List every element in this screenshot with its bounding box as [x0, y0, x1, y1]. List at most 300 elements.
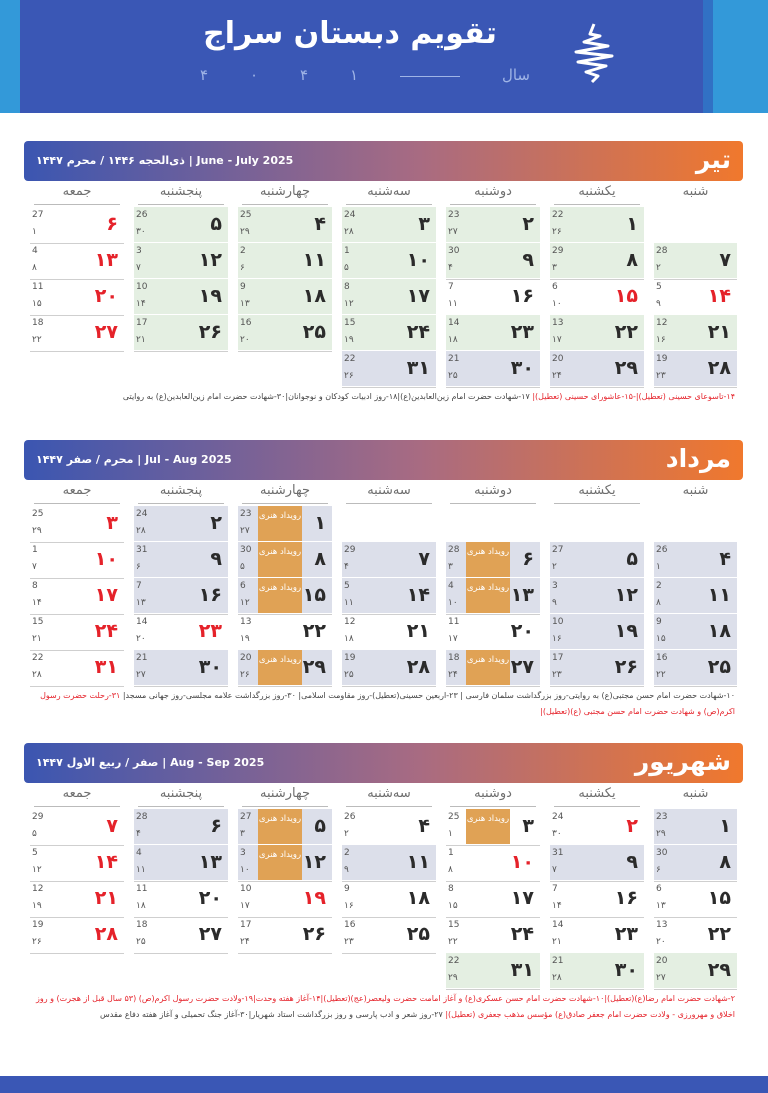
day-cell[interactable]: [654, 953, 737, 988]
day-number: ۱۴: [707, 285, 731, 307]
day-number: ۲۷: [94, 321, 118, 343]
day-cell[interactable]: [550, 279, 644, 314]
day-cell[interactable]: [30, 881, 124, 916]
day-number: ۷: [106, 815, 118, 837]
day-cell[interactable]: [654, 279, 737, 314]
hijri-day: ۱۶: [344, 901, 354, 911]
gregorian-day: 3: [136, 246, 142, 256]
gregorian-day: 12: [656, 318, 668, 328]
day-cell[interactable]: [446, 917, 540, 952]
day-number: ۲۶: [198, 321, 222, 343]
hijri-day: ۲۷: [656, 973, 666, 983]
day-cell[interactable]: [238, 578, 332, 613]
day-number: ۲۸: [707, 357, 731, 379]
day-cell[interactable]: [342, 351, 436, 386]
day-number: ۲۶: [302, 923, 326, 945]
day-number: ۱۶: [614, 887, 638, 909]
day-number: ۲۵: [406, 923, 430, 945]
day-cell[interactable]: [654, 315, 737, 350]
hijri-day: ۱۶: [552, 634, 562, 644]
hijri-day: ۲۳: [552, 670, 562, 680]
gregorian-day: 5: [32, 848, 38, 858]
hijri-day: ۱۱: [344, 598, 354, 608]
gregorian-day: 18: [32, 318, 44, 328]
year-label: سال: [501, 66, 530, 84]
day-number: ۲۳: [614, 923, 638, 945]
day-number: ۲۰: [198, 887, 222, 909]
day-cell[interactable]: [238, 207, 332, 242]
day-cell[interactable]: [550, 881, 644, 916]
gregorian-day: 24: [552, 812, 564, 822]
day-cell[interactable]: [654, 917, 737, 952]
hijri-day: ۲۵: [136, 937, 146, 947]
month-section: [24, 141, 743, 405]
day-cell[interactable]: [550, 578, 644, 613]
day-cell[interactable]: [30, 542, 124, 577]
day-cell[interactable]: [446, 953, 540, 988]
day-cell[interactable]: [550, 542, 644, 577]
day-cell[interactable]: [550, 207, 644, 242]
weekday-label: یکشنبه: [578, 483, 616, 498]
day-cell[interactable]: [134, 506, 228, 541]
day-cell[interactable]: [30, 614, 124, 649]
day-cell[interactable]: [134, 809, 228, 844]
day-number: ۹: [522, 249, 534, 271]
day-cell[interactable]: [342, 614, 436, 649]
day-cell[interactable]: [238, 279, 332, 314]
gregorian-day: 18: [448, 653, 460, 663]
day-cell[interactable]: [30, 809, 124, 844]
day-number: ۱: [626, 213, 638, 235]
hijri-day: ۲۸: [136, 526, 146, 536]
hijri-day: ۲۸: [552, 973, 562, 983]
gregorian-day: 1: [344, 246, 350, 256]
day-cell[interactable]: [134, 614, 228, 649]
gregorian-day: 14: [448, 318, 460, 328]
holiday-note: ۱۷-شهادت حضرت امام زین‌العابدین(ع)|۱۸-روز ادبیات کودکان و نوجوانان|۳۰-شهادت حضرت امام زین‌العابدین(ع) به روایتی: [122, 392, 530, 401]
gregorian-day: 10: [136, 282, 148, 292]
hijri-day: ۱۹: [240, 634, 250, 644]
day-cell[interactable]: [134, 650, 228, 685]
hijri-day: ۲۹: [240, 227, 250, 237]
day-number: ۱۱: [406, 851, 430, 873]
gregorian-day: 27: [32, 210, 44, 220]
gregorian-day: 2: [240, 246, 246, 256]
hijri-day: ۲۵: [448, 371, 458, 381]
day-cell[interactable]: [446, 315, 540, 350]
hijri-day: ۵: [344, 263, 349, 273]
gregorian-day: 30: [240, 545, 252, 555]
day-cell[interactable]: [30, 845, 124, 880]
header-stripe-left: [0, 0, 20, 113]
day-cell[interactable]: [550, 315, 644, 350]
day-cell[interactable]: [550, 953, 644, 988]
gregorian-day: 24: [344, 210, 356, 220]
day-cell[interactable]: [238, 809, 332, 844]
hijri-day: ۱۶: [656, 335, 666, 345]
day-number: ۲۲: [302, 620, 326, 642]
day-cell[interactable]: [342, 845, 436, 880]
day-cell[interactable]: [238, 845, 332, 880]
day-cell[interactable]: [342, 917, 436, 952]
gregorian-day: 4: [32, 246, 38, 256]
hijri-day: ۲۱: [136, 335, 146, 345]
day-number: ۱۸: [302, 285, 326, 307]
day-cell[interactable]: [342, 207, 436, 242]
hijri-day: ۱۷: [448, 634, 458, 644]
day-cell[interactable]: [30, 506, 124, 541]
gregorian-day: 2: [656, 581, 662, 591]
school-logo-icon: [568, 22, 616, 84]
day-number: ۲۹: [707, 959, 731, 981]
hijri-day: ۱۲: [344, 299, 354, 309]
day-number: ۱۳: [94, 249, 118, 271]
hijri-day: ۲: [552, 562, 557, 572]
day-cell[interactable]: [654, 809, 737, 844]
gregorian-day: 12: [344, 617, 356, 627]
gregorian-day: 21: [448, 354, 460, 364]
art-event-badge: رویداد هنری: [258, 650, 302, 685]
hijri-day: ۲۳: [344, 937, 354, 947]
month-band: [24, 440, 743, 480]
hijri-day: ۷: [32, 562, 37, 572]
day-number: ۲۱: [94, 887, 118, 909]
hijri-day: ۹: [656, 299, 661, 309]
art-event-badge: رویداد هنری: [466, 809, 510, 844]
weekday-label: چهارشنبه: [260, 786, 310, 801]
hijri-day: ۱۴: [136, 299, 146, 309]
day-cell[interactable]: [30, 279, 124, 314]
gregorian-day: 22: [448, 956, 460, 966]
gregorian-day: 4: [448, 581, 454, 591]
day-cell[interactable]: [238, 506, 332, 541]
day-number: ۳۰: [614, 959, 638, 981]
hijri-day: ۱۱: [136, 865, 146, 875]
day-cell[interactable]: [342, 243, 436, 278]
gregorian-day: 19: [32, 920, 44, 930]
day-number: ۱۵: [302, 584, 326, 606]
art-event-badge: رویداد هنری: [258, 845, 302, 880]
day-cell[interactable]: [654, 542, 737, 577]
art-event-badge: رویداد هنری: [258, 506, 302, 541]
weekday-label: دوشنبه: [474, 184, 512, 199]
year-digit: ۴: [300, 66, 309, 84]
gregorian-day: 21: [136, 653, 148, 663]
day-cell[interactable]: [550, 845, 644, 880]
day-cell[interactable]: [134, 279, 228, 314]
gregorian-day: 8: [344, 282, 350, 292]
day-number: ۲۲: [614, 321, 638, 343]
day-cell[interactable]: [30, 578, 124, 613]
hijri-day: ۲۲: [448, 937, 458, 947]
gregorian-day: 18: [136, 920, 148, 930]
gregorian-day: 31: [136, 545, 148, 555]
hijri-day: ۶: [136, 562, 141, 572]
month-info: محرم / صفر ۱۴۴۷ | Jul - Aug 2025: [36, 453, 232, 466]
hijri-day: ۲۴: [552, 371, 562, 381]
day-number: ۱۸: [406, 887, 430, 909]
day-number: ۱۷: [510, 887, 534, 909]
day-cell[interactable]: [342, 578, 436, 613]
day-cell[interactable]: [238, 315, 332, 350]
day-number: ۱۰: [510, 851, 534, 873]
gregorian-day: 7: [448, 282, 454, 292]
gregorian-day: 25: [240, 210, 252, 220]
year-digit: ۱: [350, 66, 359, 84]
gregorian-day: 20: [656, 956, 668, 966]
day-number: ۱: [719, 815, 731, 837]
day-number: ۹: [626, 851, 638, 873]
day-cell[interactable]: [654, 614, 737, 649]
day-number: ۲۴: [94, 620, 118, 642]
day-cell[interactable]: [342, 279, 436, 314]
gregorian-day: 9: [656, 617, 662, 627]
day-cell[interactable]: [342, 650, 436, 685]
weekday-label: یکشنبه: [578, 786, 616, 801]
gregorian-day: 2: [344, 848, 350, 858]
day-cell[interactable]: [446, 845, 540, 880]
hijri-day: ۱: [32, 227, 37, 237]
hijri-day: ۱۳: [136, 598, 146, 608]
hijri-day: ۱۹: [32, 901, 42, 911]
day-cell[interactable]: [30, 207, 124, 242]
gregorian-day: 20: [240, 653, 252, 663]
gregorian-day: 20: [552, 354, 564, 364]
day-number: ۱۳: [198, 851, 222, 873]
day-cell[interactable]: [550, 614, 644, 649]
day-cell[interactable]: [446, 243, 540, 278]
day-number: ۸: [719, 851, 731, 873]
holiday-note: ۲۷-روز شعر و ادب پارسی و روز بزرگداشت استاد شهریار|۳۰-آغاز جنگ تحمیلی و آغاز هفته دفاع مقدس: [99, 1010, 443, 1019]
day-cell[interactable]: [446, 650, 540, 685]
day-cell[interactable]: [446, 881, 540, 916]
weekday-label: جمعه: [62, 184, 92, 199]
day-number: ۱: [314, 512, 326, 534]
day-cell[interactable]: [446, 809, 540, 844]
day-number: ۶: [210, 815, 222, 837]
hijri-day: ۱۸: [448, 335, 458, 345]
day-number: ۱۷: [406, 285, 430, 307]
year-dash: [400, 76, 460, 77]
gregorian-day: 7: [136, 581, 142, 591]
month-name: مرداد: [665, 444, 731, 473]
hijri-day: ۱۷: [240, 901, 250, 911]
hijri-day: ۲۴: [448, 670, 458, 680]
hijri-day: ۱۳: [656, 901, 666, 911]
month-info: ذی‌الحجه ۱۴۴۶ / محرم ۱۴۴۷ | June - July 2025: [36, 154, 294, 167]
art-event-badge: رویداد هنری: [466, 650, 510, 685]
day-cell[interactable]: [134, 845, 228, 880]
weekday-label: جمعه: [62, 786, 92, 801]
weekday-label: شنبه: [682, 184, 709, 199]
day-cell[interactable]: [446, 279, 540, 314]
day-cell[interactable]: [446, 351, 540, 386]
gregorian-day: 28: [448, 545, 460, 555]
day-cell[interactable]: [30, 917, 124, 952]
day-cell[interactable]: [342, 809, 436, 844]
day-cell[interactable]: [30, 243, 124, 278]
hijri-day: ۲۲: [656, 670, 666, 680]
day-cell[interactable]: [134, 881, 228, 916]
day-number: ۱۹: [302, 887, 326, 909]
hijri-day: ۱۲: [240, 598, 250, 608]
hijri-day: ۷: [552, 865, 557, 875]
day-cell[interactable]: [238, 881, 332, 916]
day-cell[interactable]: [550, 243, 644, 278]
gregorian-day: 15: [448, 920, 460, 930]
gregorian-day: 6: [656, 884, 662, 894]
day-cell[interactable]: [654, 881, 737, 916]
day-cell[interactable]: [446, 207, 540, 242]
gregorian-day: 26: [136, 210, 148, 220]
day-cell[interactable]: [550, 809, 644, 844]
day-number: ۲۹: [614, 357, 638, 379]
hijri-day: ۱۰: [552, 299, 562, 309]
day-number: ۱۶: [198, 584, 222, 606]
weekday-label: سه‌شنبه: [367, 184, 411, 199]
day-cell[interactable]: [342, 881, 436, 916]
hijri-day: ۲۶: [552, 227, 562, 237]
hijri-day: ۸: [656, 598, 661, 608]
month-name: تیر: [695, 145, 731, 174]
day-cell[interactable]: [654, 578, 737, 613]
day-number: ۶: [106, 213, 118, 235]
hijri-day: ۱۸: [136, 901, 146, 911]
footer-bar: [0, 1076, 768, 1093]
day-cell[interactable]: [654, 351, 737, 386]
month-grid: [24, 807, 743, 991]
day-cell[interactable]: [550, 650, 644, 685]
day-cell[interactable]: [654, 243, 737, 278]
gregorian-day: 23: [448, 210, 460, 220]
hijri-day: ۲۰: [240, 335, 250, 345]
day-cell[interactable]: [134, 207, 228, 242]
day-number: ۲۸: [406, 656, 430, 678]
weekday-label: دوشنبه: [474, 483, 512, 498]
gregorian-day: 19: [656, 354, 668, 364]
gregorian-day: 16: [656, 653, 668, 663]
hijri-day: ۲۶: [240, 670, 250, 680]
day-number: ۶: [522, 548, 534, 570]
hijri-day: ۲۵: [344, 670, 354, 680]
day-number: ۸: [314, 548, 326, 570]
day-cell[interactable]: [654, 845, 737, 880]
day-number: ۴: [719, 548, 731, 570]
day-cell[interactable]: [654, 650, 737, 685]
day-cell[interactable]: [238, 650, 332, 685]
gregorian-day: 25: [448, 812, 460, 822]
gregorian-day: 13: [656, 920, 668, 930]
day-number: ۷: [719, 249, 731, 271]
gregorian-day: 10: [240, 884, 252, 894]
gregorian-day: 13: [552, 318, 564, 328]
hijri-day: ۵: [240, 562, 245, 572]
header-stripe-right-inner: [703, 0, 713, 113]
day-cell[interactable]: [134, 542, 228, 577]
gregorian-day: 30: [448, 246, 460, 256]
day-cell[interactable]: [342, 315, 436, 350]
hijri-day: ۶: [656, 865, 661, 875]
art-event-badge: رویداد هنری: [258, 542, 302, 577]
day-cell[interactable]: [550, 351, 644, 386]
gregorian-day: 7: [552, 884, 558, 894]
hijri-day: ۲۰: [136, 634, 146, 644]
hijri-day: ۴: [448, 263, 453, 273]
day-cell[interactable]: [238, 542, 332, 577]
gregorian-day: 27: [552, 545, 564, 555]
day-cell[interactable]: [134, 578, 228, 613]
day-number: ۷: [418, 548, 430, 570]
hijri-day: ۲۲: [32, 335, 42, 345]
calendar-title: تقویم دبستان سراج: [203, 16, 497, 51]
hijri-day: ۱۷: [552, 335, 562, 345]
hijri-day: ۲۸: [344, 227, 354, 237]
gregorian-day: 22: [552, 210, 564, 220]
day-cell[interactable]: [446, 614, 540, 649]
calendar-year: [200, 66, 530, 84]
hijri-day: ۸: [32, 263, 37, 273]
hijri-day: ۳: [448, 562, 453, 572]
day-cell[interactable]: [238, 243, 332, 278]
hijri-day: ۲۸: [32, 670, 42, 680]
hijri-day: ۲: [344, 829, 349, 839]
day-number: ۱۴: [406, 584, 430, 606]
gregorian-day: 26: [344, 812, 356, 822]
month-section: [24, 440, 743, 720]
day-cell[interactable]: [342, 542, 436, 577]
day-cell[interactable]: [550, 917, 644, 952]
day-number: ۲۷: [198, 923, 222, 945]
day-cell[interactable]: [30, 315, 124, 350]
day-cell[interactable]: [134, 243, 228, 278]
day-number: ۱۸: [707, 620, 731, 642]
hijri-day: ۲۳: [656, 371, 666, 381]
month-name: شهریور: [634, 747, 731, 776]
hijri-day: ۱۱: [448, 299, 458, 309]
gregorian-day: 6: [240, 581, 246, 591]
weekday-label: شنبه: [682, 786, 709, 801]
day-cell[interactable]: [446, 542, 540, 577]
year-digit: ۰: [250, 66, 259, 84]
holiday-note: ۳۱-رحلت حضرت رسول اکرم(ص) و شهادت حضرت امام حسن مجتبی (ع)(تعطیل)|: [40, 691, 735, 716]
day-cell[interactable]: [134, 315, 228, 350]
day-number: ۱۱: [302, 249, 326, 271]
day-number: ۳۱: [406, 357, 430, 379]
gregorian-day: 9: [240, 282, 246, 292]
day-number: ۲: [210, 512, 222, 534]
hijri-day: ۱: [656, 562, 661, 572]
holiday-note: ۲-شهادت حضرت امام رضا(ع)(تعطیل)|۱۰-شهادت حضرت امام حسن عسکری(ع) و آغاز امامت حضرت ولیعصر(عج)(تعطیل)|۱۴-آغاز هفته وحدت|۱۹-ولادت حضرت رسول اکرم(ص) (۵۳ سال قبل از هجرت) و روز اخلاق و مهرورزی - ولادت حضرت امام جعفر صادق(ع) مؤسس مذهب جعفری (تعطیل)|: [35, 994, 735, 1019]
day-cell[interactable]: [134, 917, 228, 952]
day-number: ۸: [626, 249, 638, 271]
day-cell[interactable]: [446, 578, 540, 613]
gregorian-day: 8: [32, 581, 38, 591]
gregorian-day: 3: [552, 581, 558, 591]
gregorian-day: 26: [656, 545, 668, 555]
weekday-label: پنجشنبه: [159, 483, 203, 498]
weekday-label: چهارشنبه: [260, 184, 310, 199]
hijri-day: ۲۹: [448, 973, 458, 983]
weekday-label: پنجشنبه: [159, 786, 203, 801]
day-cell[interactable]: [238, 614, 332, 649]
hijri-day: ۲۱: [552, 937, 562, 947]
day-cell[interactable]: [238, 917, 332, 952]
day-number: ۲: [522, 213, 534, 235]
gregorian-day: 31: [552, 848, 564, 858]
gregorian-day: 6: [552, 282, 558, 292]
day-cell[interactable]: [30, 650, 124, 685]
day-number: ۲۱: [406, 620, 430, 642]
